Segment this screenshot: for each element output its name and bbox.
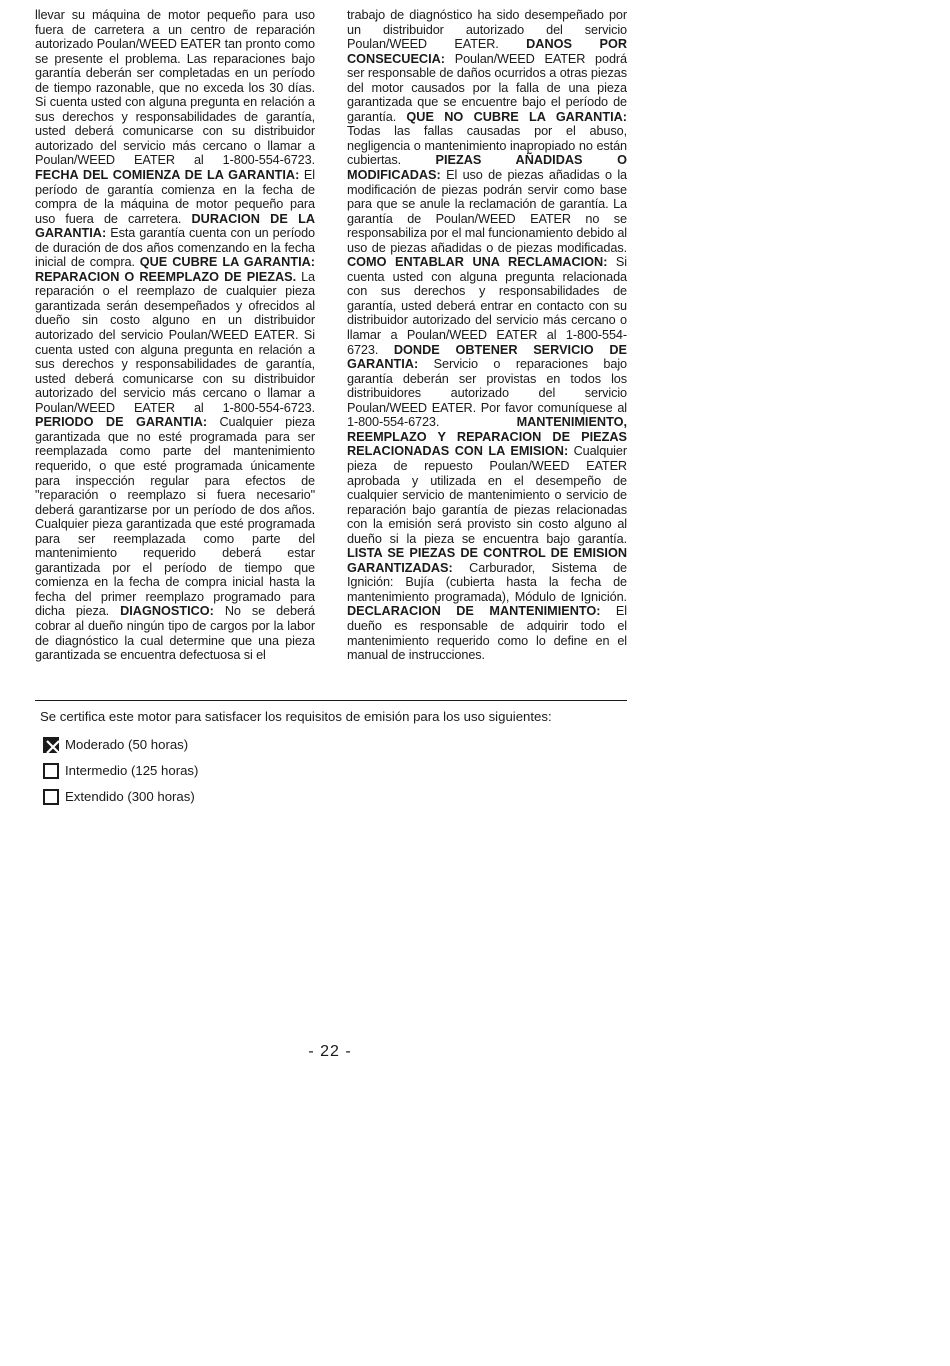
section-heading: PERIODO DE GARANTIA: bbox=[35, 415, 208, 430]
page-number: - 22 - bbox=[308, 1043, 352, 1060]
option-extendido bbox=[43, 787, 195, 806]
divider-rule bbox=[35, 700, 627, 701]
option-moderado bbox=[43, 735, 188, 754]
body-text: Carburador, Sistema de Ignición: Bujía (cubierta hasta la fecha de mantenimiento programada), Módulo de Ignición. bbox=[347, 560, 627, 604]
section-heading: DURACION DE LA GARANTIA: bbox=[35, 211, 315, 241]
section-heading: PIEZAS AÑADIDAS O MODIFICADAS: bbox=[347, 153, 627, 183]
section-heading: DONDE OBTENER SERVICIO DE GARANTIA: bbox=[347, 342, 627, 372]
option-label: Intermedio (125 horas) bbox=[65, 763, 199, 778]
body-text: El uso de piezas añadidas o la modificación de piezas podrán servir como base para que se anule la reclamación de garantía. La garantía de Poulan/WEED EATER no se responsabiliza por el mal funcionamiento debido al uso de piezas añadidas o de piezas modificadas. bbox=[347, 168, 627, 255]
section-heading: MANTENIMIENTO, REEMPLAZO Y REPARACION DE PIEZAS RELACIONADAS CON LA EMISION: bbox=[347, 415, 627, 459]
body-text: Cualquier pieza de repuesto Poulan/WEED EATER aprobada y utilizada en el desempeño de cualquier servicio de mantenimiento o servicio de reparación bajo garantía de piezas relacionadas con la emisión será provisto sin costo alguno al dueño si la pieza se encuentra bajo garantía. bbox=[347, 444, 627, 546]
body-text: Si cuenta usted con alguna pregunta relacionada con sus derechos y responsabilidades de garantía, usted deberá entrar en contacto con su distribuidor autorizado del servicio más cercano o llamar a Poulan/WEED EATER al 1-800-554-6723. bbox=[347, 255, 627, 357]
text-column-left bbox=[35, 8, 315, 663]
checked-box-icon bbox=[43, 737, 59, 753]
section-heading: QUE NO CUBRE LA GARANTIA: bbox=[406, 109, 627, 124]
section-heading: FECHA DEL COMIENZA DE LA GARANTIA: bbox=[35, 168, 300, 183]
body-text: Poulan/WEED EATER podrá ser responsable de daños ocurridos a otras piezas del motor causados por la falla de una pieza garantizada que se encuentre bajo el período de garantía. bbox=[347, 51, 627, 124]
body-text: El dueño es responsable de adquirir todo el mantenimiento requerido como lo define en el manual de instrucciones. bbox=[347, 604, 628, 663]
certification-statement: Se certifica este motor para satisfacer los requisitos de emisión para los uso siguientes: bbox=[40, 709, 552, 724]
body-text: llevar su máquina de motor pequeño para uso fuera de carretera a un centro de reparación autorizado Poulan/WEED EATER tan pronto como se presente el problema. Las reparaciones bajo garantía deberán ser completadas en un período de tiempo razonable, que no exceda los 30 días. Si cuenta usted con alguna pregunta en relación a sus derechos y responsabilidades de garantía, usted deberá comunicarse con su distribuidor autorizado del servicio más cercano o llamar a Poulan/WEED EATER al 1-800-554-6723. bbox=[35, 8, 315, 168]
body-text: Servicio o reparaciones bajo garantía deberán ser provistas en todos los distribuidores autorizado del servicio Poulan/WEED EATER. Por favor comuníquese al 1-800-554-6723. bbox=[347, 357, 627, 430]
section-heading: QUE CUBRE LA GARANTIA: REPARACION O REEMPLAZO DE PIEZAS. bbox=[35, 255, 315, 284]
section-heading: DIAGNOSTICO: bbox=[120, 604, 214, 619]
section-heading: DANOS POR CONSECUECIA: bbox=[347, 37, 627, 66]
body-text: Cualquier pieza garantizada que no esté programada para ser reemplazada como parte del mantenimiento requerido, o que esté programada únicamente para inspección regular para efectos de "reparación o reemplazo si fuera necesario" deberá garantizarse por un período de dos años. Cualquier pieza garantizada que esté programada para ser reemplazada como parte del mantenimiento requerido deberá estar garantizada por el período de tiempo que comienza en la fecha de compra inicial hasta la fecha del primer reemplazo programado para dicha pieza. bbox=[35, 415, 315, 619]
text-column-right bbox=[347, 8, 627, 663]
body-text: El período de garantía comienza en la fecha de compra de la máquina de motor pequeño para uso fuera de carretera. bbox=[35, 168, 315, 226]
empty-box-icon bbox=[43, 789, 59, 805]
section-heading: LISTA SE PIEZAS DE CONTROL DE EMISION GARANTIZADAS: bbox=[347, 546, 627, 575]
option-label: Extendido (300 horas) bbox=[65, 789, 195, 804]
option-intermedio bbox=[43, 761, 198, 780]
body-text: trabajo de diagnóstico ha sido desempeñado por un distribuidor autorizado del servicio Poulan/WEED EATER. bbox=[347, 8, 627, 52]
section-heading: COMO ENTABLAR UNA RECLAMACION: bbox=[347, 255, 608, 270]
option-label: Moderado (50 horas) bbox=[65, 737, 189, 752]
body-text: Esta garantía cuenta con un período de duración de dos años comenzando en la fecha inicial de compra. bbox=[35, 226, 315, 270]
empty-box-icon bbox=[43, 763, 59, 779]
body-text: No se deberá cobrar al dueño ningún tipo de cargos por la labor de diagnóstico la cual determine que una pieza garantizada se encuentra defectuosa si el bbox=[35, 604, 316, 663]
body-text: La reparación o el reemplazo de cualquier pieza garantizada serán desempeñados y ofrecidos al dueño sin costo alguno en un distribuidor autorizado del servicio Poulan/WEED EATER. Si cuenta usted con alguna pregunta en relación a sus derechos y responsabilidades de garantía, usted deberá comunicarse con su distribuidor autorizado del servicio más cercano o llamar a Poulan/WEED EATER al 1-800-554-6723. bbox=[35, 269, 315, 415]
section-heading: DECLARACION DE MANTENIMIENTO: bbox=[347, 604, 601, 619]
body-text: Todas las fallas causadas por el abuso, negligencia o mantenimiento inapropiado no están cubiertas. bbox=[347, 124, 627, 168]
